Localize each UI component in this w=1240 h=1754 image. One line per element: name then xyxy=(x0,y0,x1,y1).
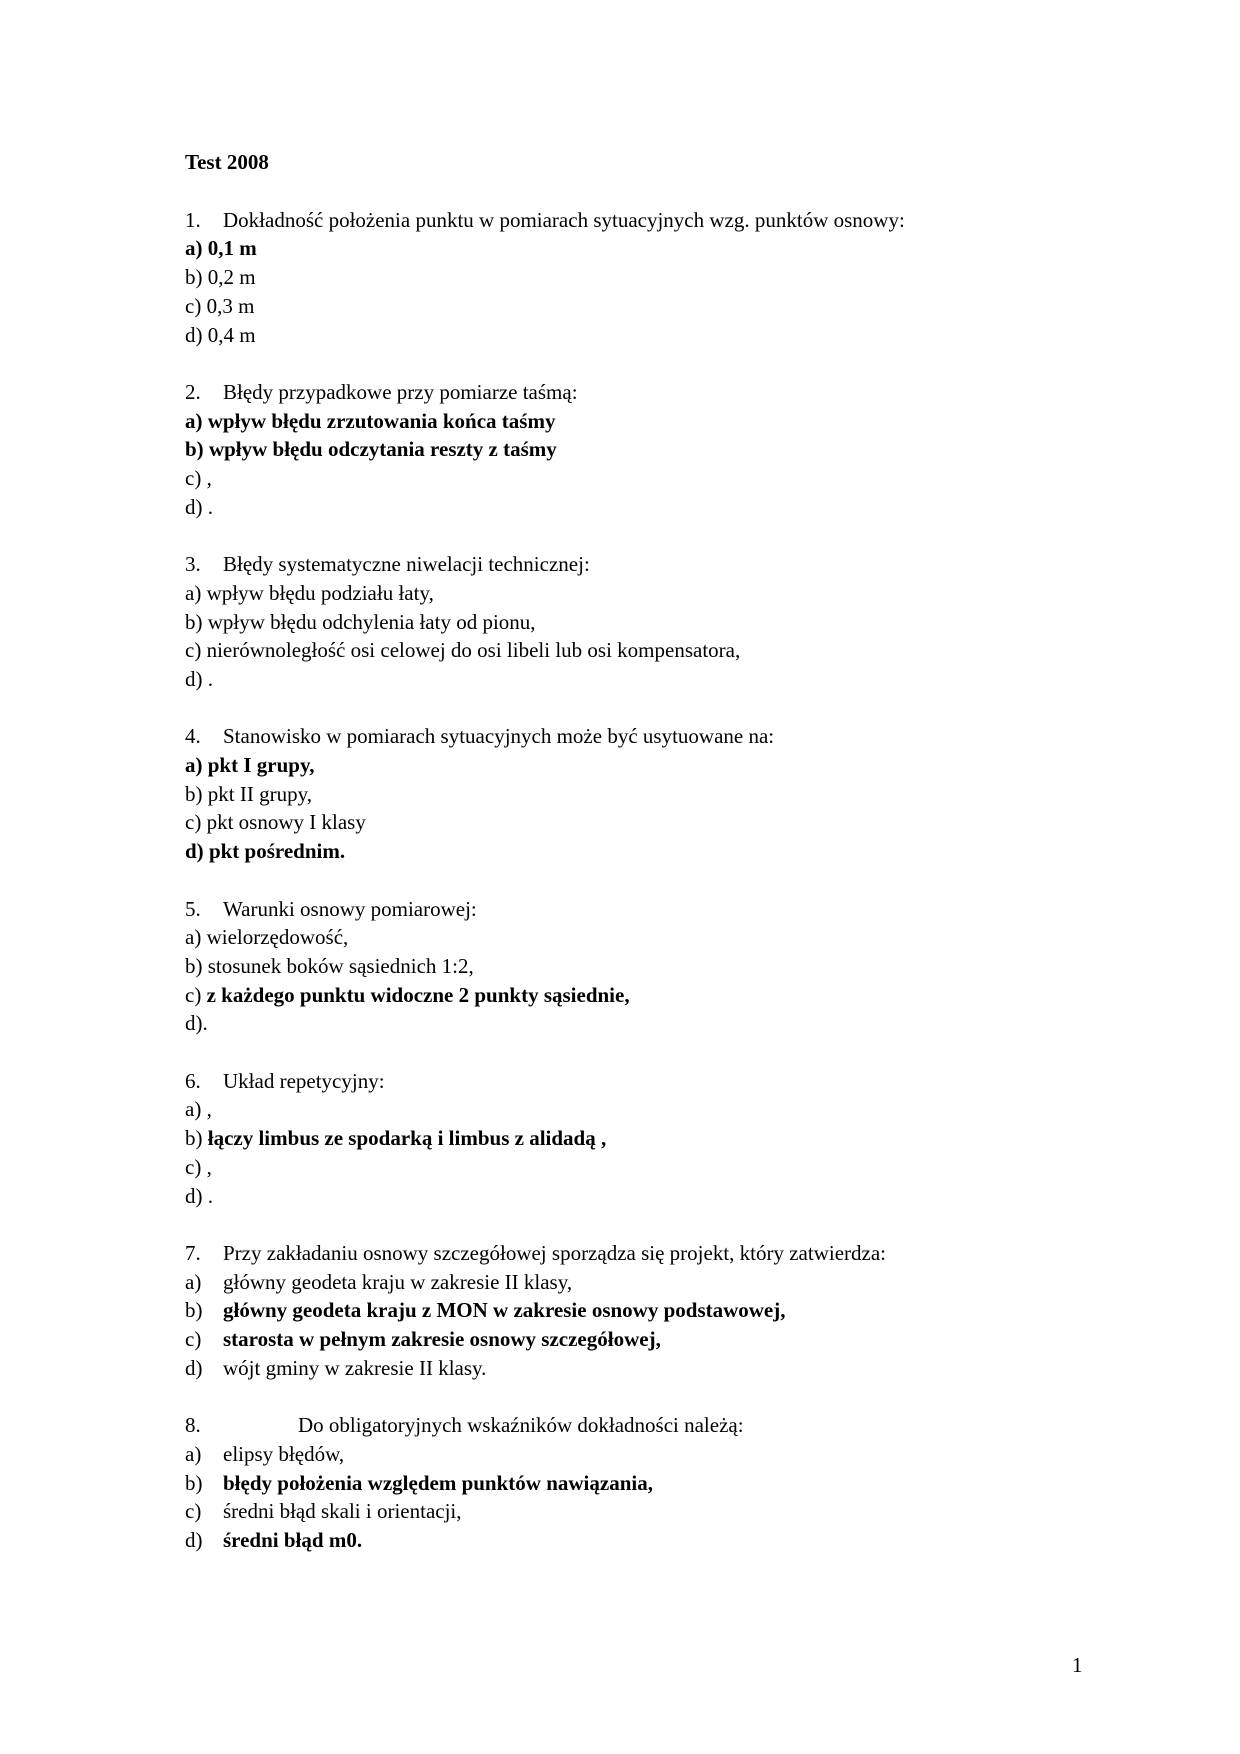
option-letter: b) xyxy=(185,1470,203,1495)
question-text xyxy=(185,895,1085,924)
page-number: 1 xyxy=(1072,1653,1083,1677)
answer-option xyxy=(185,1325,1085,1354)
option-letter: b) xyxy=(185,437,204,462)
option-letter: c) xyxy=(185,810,202,835)
question-8 xyxy=(185,1411,1085,1555)
question-2 xyxy=(185,378,1085,522)
question-number: 2. xyxy=(185,379,201,404)
option-text: pkt pośrednim. xyxy=(208,839,346,864)
question-number: 7. xyxy=(185,1240,201,1265)
option-letter: d) xyxy=(185,322,203,347)
question-number: 1. xyxy=(185,207,201,232)
option-text: 0,4 m xyxy=(207,322,256,347)
option-letter: a) xyxy=(185,236,203,261)
option-text: . xyxy=(207,494,213,519)
question-prompt: Stanowisko w pomiarach sytuacyjnych może być usytuowane na: xyxy=(223,724,775,749)
answer-option xyxy=(185,780,1085,809)
question-text xyxy=(185,722,1085,751)
answer-option xyxy=(185,464,1085,493)
option-letter: b) xyxy=(185,1298,203,1323)
option-letter: c) xyxy=(185,1154,202,1179)
answer-option xyxy=(185,1469,1085,1498)
option-text: średni błąd skali i orientacji, xyxy=(223,1499,462,1524)
question-prompt: Do obligatoryjnych wskaźników dokładności należą: xyxy=(298,1413,744,1438)
option-text: pkt I grupy, xyxy=(207,753,315,778)
answer-option xyxy=(185,1153,1085,1182)
option-text: główny geodeta kraju z MON w zakresie osnowy podstawowej, xyxy=(223,1298,786,1323)
option-letter: c) xyxy=(185,638,202,663)
option-text: 0,3 m xyxy=(206,293,255,318)
question-5 xyxy=(185,895,1085,1039)
answer-option xyxy=(185,435,1085,464)
option-text: wielorzędowość, xyxy=(206,925,349,950)
option-letter: a) xyxy=(185,753,203,778)
option-letter: d). xyxy=(185,1011,208,1036)
answer-option xyxy=(185,407,1085,436)
answer-option xyxy=(185,1124,1085,1153)
option-letter: a) xyxy=(185,408,203,433)
question-text xyxy=(185,1239,1085,1268)
question-prompt: Dokładność położenia punktu w pomiarach sytuacyjnych wzg. punktów osnowy: xyxy=(223,207,905,232)
option-text: główny geodeta kraju w zakresie II klasy, xyxy=(223,1269,573,1294)
answer-option xyxy=(185,981,1085,1010)
option-text: z każdego punktu widoczne 2 punkty sąsiednie, xyxy=(206,982,630,1007)
page-title: Test 2008 xyxy=(185,150,269,174)
option-text: średni błąd m0. xyxy=(223,1527,363,1552)
question-text xyxy=(185,550,1085,579)
answer-option xyxy=(185,636,1085,665)
answer-option xyxy=(185,579,1085,608)
option-letter: d) xyxy=(185,1183,203,1208)
answer-option xyxy=(185,292,1085,321)
question-text xyxy=(185,378,1085,407)
answer-option xyxy=(185,1440,1085,1469)
option-text: wpływ błędu podziału łaty, xyxy=(206,580,434,605)
answer-option xyxy=(185,1095,1085,1124)
option-text: pkt osnowy I klasy xyxy=(206,810,366,835)
option-letter: b) xyxy=(185,781,203,806)
option-text: . xyxy=(207,666,213,691)
option-text: . xyxy=(207,1183,213,1208)
question-3 xyxy=(185,550,1085,694)
option-text: wójt gminy w zakresie II klasy. xyxy=(223,1355,487,1380)
question-list xyxy=(185,206,1085,1555)
option-letter: a) xyxy=(185,1441,202,1466)
option-letter: a) xyxy=(185,580,202,605)
question-1 xyxy=(185,206,1085,350)
option-letter: c) xyxy=(185,982,202,1007)
document-page xyxy=(185,148,1085,1583)
answer-option xyxy=(185,1268,1085,1297)
option-letter: a) xyxy=(185,1269,202,1294)
option-text: elipsy błędów, xyxy=(223,1441,345,1466)
answer-option xyxy=(185,1182,1085,1211)
option-text: 0,2 m xyxy=(207,265,256,290)
option-text: 0,1 m xyxy=(207,236,257,261)
option-letter: c) xyxy=(185,466,202,491)
option-text: pkt II grupy, xyxy=(207,781,312,806)
answer-option xyxy=(185,321,1085,350)
question-number: 4. xyxy=(185,724,201,749)
question-6 xyxy=(185,1067,1085,1211)
answer-option xyxy=(185,1497,1085,1526)
option-letter: b) xyxy=(185,609,203,634)
option-text: wpływ błędu odczytania reszty z taśmy xyxy=(208,437,557,462)
option-letter: c) xyxy=(185,1327,202,1352)
option-letter: a) xyxy=(185,1097,202,1122)
option-letter: d) xyxy=(185,494,203,519)
option-text: łączy limbus ze spodarką i limbus z alidadą , xyxy=(207,1126,607,1151)
option-text: stosunek boków sąsiednich 1:2, xyxy=(207,953,474,978)
option-letter: d) xyxy=(185,666,203,691)
option-text: , xyxy=(206,466,212,491)
option-letter: b) xyxy=(185,953,203,978)
answer-option xyxy=(185,1009,1085,1038)
option-letter: b) xyxy=(185,265,203,290)
answer-option xyxy=(185,493,1085,522)
answer-option xyxy=(185,1526,1085,1555)
option-letter: d) xyxy=(185,839,204,864)
answer-option xyxy=(185,665,1085,694)
option-letter: b) xyxy=(185,1126,203,1151)
question-number: 6. xyxy=(185,1068,201,1093)
answer-option xyxy=(185,923,1085,952)
option-text: wpływ błędu odchylenia łaty od pionu, xyxy=(207,609,536,634)
option-letter: c) xyxy=(185,1499,202,1524)
question-prompt: Błędy systematyczne niwelacji technicznej: xyxy=(223,552,590,577)
answer-option xyxy=(185,263,1085,292)
answer-option xyxy=(185,1354,1085,1383)
question-number: 3. xyxy=(185,552,201,577)
option-letter: d) xyxy=(185,1527,203,1552)
option-text: błędy położenia względem punktów nawiązania, xyxy=(223,1470,653,1495)
question-7 xyxy=(185,1239,1085,1383)
answer-option xyxy=(185,837,1085,866)
question-prompt: Warunki osnowy pomiarowej: xyxy=(223,896,477,921)
answer-option xyxy=(185,751,1085,780)
answer-option xyxy=(185,808,1085,837)
answer-option xyxy=(185,1296,1085,1325)
option-text: starosta w pełnym zakresie osnowy szczegółowej, xyxy=(223,1327,661,1352)
question-prompt: Przy zakładaniu osnowy szczegółowej sporządza się projekt, który zatwierdza: xyxy=(223,1240,886,1265)
option-text: nierównoległość osi celowej do osi libeli lub osi kompensatora, xyxy=(206,638,741,663)
option-text: , xyxy=(206,1154,212,1179)
question-prompt: Błędy przypadkowe przy pomiarze taśmą: xyxy=(223,379,578,404)
answer-option xyxy=(185,952,1085,981)
option-text: wpływ błędu zrzutowania końca taśmy xyxy=(207,408,556,433)
option-letter: d) xyxy=(185,1355,203,1380)
question-number: 8. xyxy=(185,1413,201,1438)
question-number: 5. xyxy=(185,896,201,921)
option-letter: a) xyxy=(185,925,202,950)
question-4 xyxy=(185,722,1085,866)
question-text xyxy=(185,1411,1085,1440)
option-letter: c) xyxy=(185,293,202,318)
question-text xyxy=(185,1067,1085,1096)
option-text: , xyxy=(206,1097,212,1122)
question-text xyxy=(185,206,1085,235)
question-prompt: Układ repetycyjny: xyxy=(223,1068,385,1093)
answer-option xyxy=(185,608,1085,637)
answer-option xyxy=(185,234,1085,263)
